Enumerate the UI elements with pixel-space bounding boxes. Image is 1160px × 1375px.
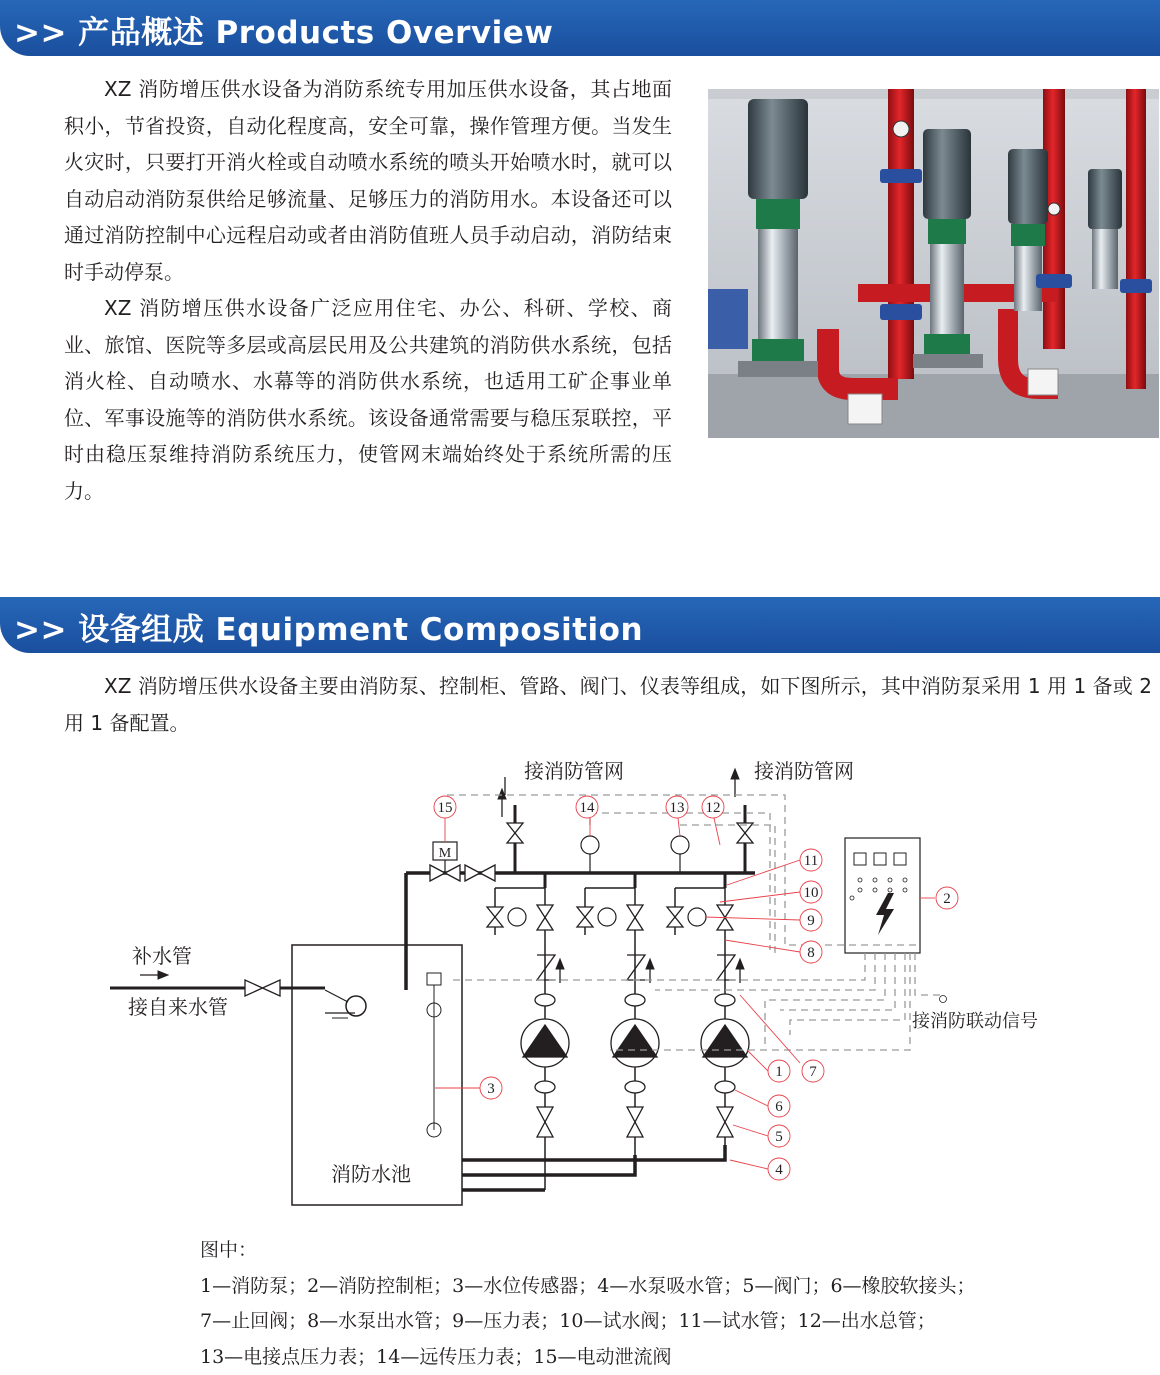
callout-6: 6	[775, 1099, 783, 1115]
callout-5: 5	[775, 1129, 783, 1145]
legend-line-2: 7—止回阀；8—水泵出水管；9—压力表；10—试水阀；11—试水管；12—出水总管；	[200, 1304, 1100, 1340]
outlet-label-left: 接消防管网	[524, 760, 624, 783]
callout-1: 1	[775, 1064, 783, 1080]
callout-4: 4	[775, 1162, 783, 1178]
pool-label: 消防水池	[331, 1163, 411, 1186]
callout-12: 12	[706, 800, 721, 816]
callout-11: 11	[804, 853, 818, 869]
callout-9: 9	[807, 913, 815, 929]
section-title-composition: >> 设备组成 Equipment Composition	[14, 604, 643, 649]
callout-10: 10	[804, 885, 819, 901]
overview-paragraph-1: XZ 消防增压供水设备为消防系统专用加压供水设备，其占地面积小，节省投资，自动化程度高，安全可靠，操作管理方便。当发生火灾时，只要打开消火栓或自动喷水系统的喷头开始喷水时，就可以自动启动消防泵供给足够流量、足够压力的消防用水。本设备还可以通过消防控制中心远程启动或者由消防值班人员手动启动，消防结束时手动停泵。	[64, 71, 672, 290]
section-banner-composition	[0, 597, 1160, 653]
callout-13: 13	[670, 800, 685, 816]
callout-8: 8	[807, 945, 815, 961]
section-banner-overview	[0, 0, 1160, 56]
equipment-schematic	[100, 745, 1060, 1219]
callout-7: 7	[809, 1064, 817, 1080]
linkage-signal-label: 接消防联动信号	[912, 1011, 1038, 1031]
legend-line-1: 1—消防泵；2—消防控制柜；3—水位传感器；4—水泵吸水管；5—阀门；6—橡胶软接头；	[200, 1269, 1100, 1305]
composition-paragraph: XZ 消防增压供水设备主要由消防泵、控制柜、管路、阀门、仪表等组成，如下图所示，其中消防泵采用 1 用 1 备或 2 用 1 备配置。	[64, 668, 1152, 741]
section-title-overview: >> 产品概述 Products Overview	[14, 7, 553, 52]
callout-14: 14	[580, 800, 596, 816]
equipment-photo	[708, 89, 1159, 438]
callout-3: 3	[487, 1081, 495, 1097]
diagram-legend	[200, 1233, 1100, 1375]
overview-paragraph-2: XZ 消防增压供水设备广泛应用住宅、办公、科研、学校、商业、旅馆、医院等多层或高层民用及公共建筑的消防供水系统，包括消火栓、自动喷水、水幕等的消防供水系统，也适用工矿企事业单位、军事设施等的消防供水系统。该设备通常需要与稳压泵联控，平时由稳压泵维持消防系统压力，使管网末端始终处于系统所需的压力。	[64, 290, 672, 509]
callout-2: 2	[943, 891, 951, 907]
callout-15: 15	[438, 800, 453, 816]
legend-line-3: 13—电接点压力表；14—远传压力表；15—电动泄流阀	[200, 1340, 1100, 1375]
tap-water-label: 接自来水管	[128, 996, 228, 1019]
legend-heading: 图中：	[200, 1233, 1100, 1269]
motor-label: M	[439, 846, 452, 861]
makeup-pipe-label: 补水管	[132, 945, 192, 968]
outlet-label-right: 接消防管网	[754, 760, 854, 783]
